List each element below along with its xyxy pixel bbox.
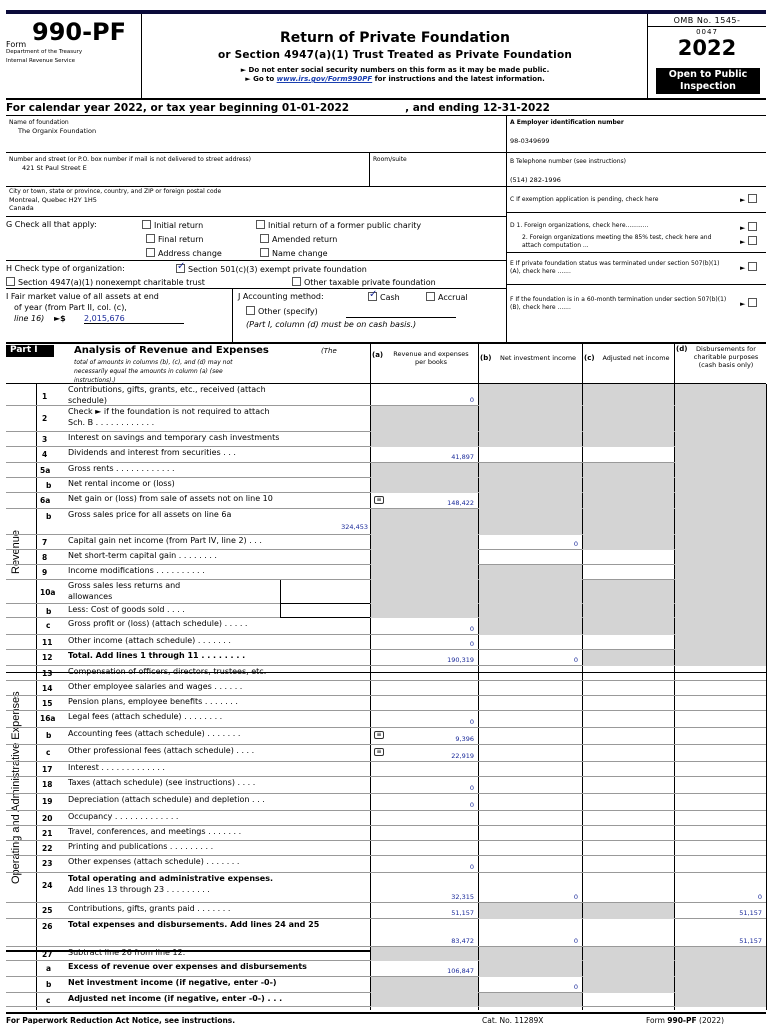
shaded-cell [479, 580, 582, 604]
c-checkbox[interactable]: ► [740, 194, 760, 204]
line-number: 9 [42, 568, 48, 577]
table-row [6, 977, 766, 993]
line-number: 16a [40, 714, 56, 723]
table-row [6, 535, 766, 550]
amount-b[interactable]: 0 [573, 656, 578, 664]
shaded-cell [479, 618, 582, 635]
shaded-cell [583, 650, 674, 666]
shaded-cell [583, 535, 674, 550]
line-number: 12 [42, 653, 53, 662]
part-label: Part I [6, 345, 54, 357]
f-label: F If the foundation is in a 60-month termination under section 507(b)(1)(B), check here ....... [510, 296, 727, 311]
col-a-header: Revenue and expenses per books [393, 350, 469, 366]
amount-a[interactable]: 0 [469, 640, 474, 648]
table-row [6, 447, 766, 463]
form-word: Form [6, 40, 27, 49]
shaded-cell [371, 406, 478, 432]
shaded-cell [583, 384, 674, 406]
inline-entry-box[interactable] [280, 604, 370, 618]
table-row [6, 604, 766, 618]
part1-table [6, 384, 766, 1010]
line-number: b [46, 607, 52, 616]
amount-a[interactable]: 9,396 [455, 735, 474, 743]
line-description: Taxes (attach schedule) (see instructions) . . . . [68, 778, 256, 787]
line-number: 6a [40, 496, 51, 505]
line-number: 17 [42, 765, 53, 774]
line-number: 3 [42, 435, 48, 444]
department: Department of the Treasury Internal Revenue Service [6, 49, 83, 64]
shaded-cell [479, 903, 582, 919]
shaded-cell [675, 493, 766, 509]
shaded-cell [479, 565, 582, 580]
line-number: c [46, 748, 51, 757]
shaded-cell [583, 493, 674, 509]
line-description: Travel, conferences, and meetings . . . . . . . [68, 827, 242, 836]
shaded-cell [583, 432, 674, 447]
g-initial-return[interactable]: Initial return [142, 220, 203, 230]
foundation-name[interactable]: The Organix Foundation [18, 127, 97, 135]
line-number: 2 [42, 414, 48, 423]
amount-d[interactable]: 51,157 [739, 909, 762, 917]
part-title: Analysis of Revenue and Expenses [74, 345, 269, 356]
line-description-cont: Sch. B . . . . . . . . . . . . [68, 418, 155, 427]
amount-b[interactable]: 0 [573, 893, 578, 901]
line-number: 22 [42, 844, 53, 853]
i-value[interactable]: 2,015,676 [84, 314, 184, 324]
footer-form-id: Form 990-PF (2022) [646, 1016, 724, 1024]
paperwork-notice: For Paperwork Reduction Act Notice, see instructions. [6, 1016, 236, 1024]
table-row [6, 565, 766, 580]
shaded-cell [371, 565, 478, 580]
line-description: Subtract line 26 from line 12: [68, 948, 186, 957]
shaded-cell [675, 432, 766, 447]
info-block: Name of foundation The Organix Foundation A Employer identification number 98-0349699 Number and street (or P.O. box number if mail is not delivered to street address) Room/suite 421 St Paul Street E B Telephone number (see instructions) (514) 282-1996 City or town, state or province, country, and ZIP or foreign postal code Montreal, Quebec H2Y 1H5 Canada C If exemption application is pending, check here ► G Check all that apply: Initial return Initial return of a former public charity Final return Amended return Address change Name change D 1. Foreign organizations, check here............ ► 2. Foreign organizations meeting the 85% test, check here and attach computation ... ► H Check type of organization: ✓ Section 501(c)(3) exempt private foundation Section 4947(a)(1) nonexempt charitable trust Other taxable private foundation E If private foundation status was terminated under section 507(b)(1)(A), check here ....... ► I Fair market value of all assets at end of year (from Part II, col. (c), line 16) ►$ 2,015,676 J Accounting method: ✓ Cash Accrual Other (specify) (Part I, column (d) must be on cash basis.) F If the foundation is in a 60-month termination under section 507(b)(1)(B), check here ....... ► [6, 116, 766, 342]
attachment-icon[interactable]: ≡ [374, 748, 384, 756]
shaded-cell [675, 463, 766, 478]
line-description: Income modifications . . . . . . . . . . [68, 566, 205, 575]
open-inspection-badge: Open to Public Inspection [656, 68, 760, 94]
shaded-cell [583, 463, 674, 478]
shaded-cell [675, 447, 766, 463]
shaded-cell [479, 406, 582, 432]
table-row [6, 493, 766, 509]
name-label: Name of foundation [9, 119, 69, 126]
country-value[interactable]: Canada [9, 204, 34, 212]
shaded-cell [675, 635, 766, 650]
g-label: G Check all that apply: [6, 220, 97, 229]
amount-a[interactable]: 22,919 [451, 752, 474, 760]
line-description: Contributions, gifts, grants, etc., received (attach [68, 385, 266, 394]
instructions-note: ► Go to www.irs.gov/Form990PF for instructions and the latest information. [245, 75, 545, 83]
line-number: c [46, 996, 51, 1005]
revenue-side-label: Revenue [10, 529, 22, 574]
attachment-icon[interactable]: ≡ [374, 496, 384, 504]
j-label: J Accounting method: [238, 292, 324, 301]
g-final-return[interactable]: Final return [146, 234, 203, 244]
line-description: Occupancy . . . . . . . . . . . . . [68, 812, 179, 821]
table-row [6, 509, 766, 535]
shaded-cell [583, 903, 674, 919]
tax-year: 2022 [677, 36, 737, 60]
line-description: Other income (attach schedule) . . . . . . . [68, 636, 231, 645]
line-description: Interest on savings and temporary cash investments [68, 433, 280, 442]
shaded-cell [583, 580, 674, 604]
shaded-cell [371, 478, 478, 493]
form-subtitle: or Section 4947(a)(1) Trust Treated as Private Foundation [217, 49, 573, 61]
shaded-cell [371, 947, 478, 961]
d2-label: 2. Foreign organizations meeting the 85% test, check here and attach computation ... [522, 234, 712, 249]
amount-a[interactable]: 51,157 [451, 909, 474, 917]
table-row [6, 777, 766, 794]
table-row [6, 681, 766, 696]
shaded-cell [583, 947, 674, 961]
e-label: E If private foundation status was terminated under section 507(b)(1)(A), check here ....... [510, 260, 720, 275]
room-label: Room/suite [373, 156, 407, 163]
expenses-side-label: Operating and Administrative Expenses [10, 691, 22, 884]
shaded-cell [479, 993, 582, 1007]
line-description: Total expenses and disbursements. Add lines 24 and 25 [68, 920, 320, 929]
line-number: 13 [42, 669, 53, 678]
line-description: Accounting fees (attach schedule) . . . . . . . [68, 729, 241, 738]
line-number: b [46, 512, 52, 521]
h-501c3[interactable]: ✓ Section 501(c)(3) exempt private foundation [176, 264, 367, 274]
table-row [6, 728, 766, 745]
shaded-cell [479, 384, 582, 406]
line-description: Depreciation (attach schedule) and depletion . . . [68, 795, 265, 804]
table-row [6, 550, 766, 565]
street-value[interactable]: 421 St Paul Street E [22, 164, 87, 172]
line-description: Check ► if the foundation is not required to attach [68, 407, 270, 416]
line-number: 23 [42, 859, 53, 868]
shaded-cell [583, 604, 674, 618]
shaded-cell [479, 947, 582, 961]
line-description: Gross sales less returns and [68, 581, 181, 590]
shaded-cell [583, 961, 674, 977]
j-note: (Part I, column (d) must be on cash basis.) [246, 320, 417, 329]
shaded-cell [675, 993, 766, 1007]
form-title-box [142, 14, 648, 100]
line-description-cont: Add lines 13 through 23 . . . . . . . . . [68, 885, 210, 894]
table-row [6, 478, 766, 493]
ein-label: A Employer identification number [510, 119, 624, 126]
j-other-line [346, 317, 456, 318]
shaded-cell [675, 961, 766, 977]
city-value[interactable]: Montreal, Quebec H2Y 1H5 [9, 196, 97, 204]
table-row [6, 406, 766, 432]
line-description: Compensation of officers, directors, trustees, etc. [68, 667, 267, 676]
form-header [6, 14, 766, 100]
shaded-cell [675, 618, 766, 635]
line-number: 1 [42, 392, 48, 401]
col-d-header: Disbursements for charitable purposes (cash basis only) [693, 345, 759, 369]
shaded-cell [675, 550, 766, 565]
line-number: 21 [42, 829, 53, 838]
line-description: Net short-term capital gain . . . . . . . . [68, 551, 217, 560]
table-row [6, 745, 766, 762]
table-row [6, 618, 766, 635]
attachment-icon[interactable]: ≡ [374, 731, 384, 739]
table-row [6, 794, 766, 811]
shaded-cell [479, 493, 582, 509]
amount-a[interactable]: 148,422 [447, 499, 474, 507]
amount-b[interactable]: 0 [573, 983, 578, 991]
shaded-cell [371, 509, 478, 535]
amount-d[interactable]: 0 [757, 893, 762, 901]
table-row [6, 993, 766, 1007]
inline-entry-box[interactable] [280, 580, 370, 604]
line-number: 27 [42, 950, 53, 959]
line-description: Net gain or (loss) from sale of assets not on line 10 [68, 494, 273, 503]
table-row [6, 463, 766, 478]
amount-a[interactable]: 0 [469, 801, 474, 809]
amount-a[interactable]: 32,315 [451, 893, 474, 901]
calendar-year-row: For calendar year 2022, or tax year beginning 01-01-2022 , and ending 12-31-2022 [6, 100, 766, 116]
d2-checkbox[interactable]: ► [740, 236, 760, 246]
line-number: 5a [40, 466, 51, 475]
shaded-cell [479, 509, 582, 535]
irs-link[interactable]: www.irs.gov/Form990PF [276, 75, 373, 83]
g-initial-former[interactable]: Initial return of a former public charity [256, 220, 421, 230]
part1-header: Part I Analysis of Revenue and Expenses (The total of amounts in columns (b), (c), and (d) may not necessarily equal the amounts in column (a) (see instructions).) (a) Revenue and expenses per books (b) Net investment income (c) Adjusted net income (d) Disbursements for charitable purposes (cash basis only) [6, 342, 766, 384]
table-row [6, 384, 766, 406]
line-number: 8 [42, 553, 48, 562]
shaded-cell [675, 650, 766, 666]
line-number: 7 [42, 538, 48, 547]
shaded-cell [371, 432, 478, 447]
line-description: Less: Cost of goods sold . . . . [68, 605, 185, 614]
shaded-cell [675, 565, 766, 580]
line-description: Other expenses (attach schedule) . . . . . . . [68, 857, 240, 866]
table-row [6, 666, 766, 681]
j-accrual[interactable]: Accrual [426, 292, 468, 302]
amount-a[interactable]: 190,319 [447, 656, 474, 664]
table-row [6, 826, 766, 841]
d1-checkbox[interactable]: ► [740, 222, 760, 232]
ein-value[interactable]: 98-0349699 [510, 137, 550, 145]
table-row [6, 811, 766, 826]
c-label: C If exemption application is pending, check here [510, 196, 659, 203]
omb-box [648, 14, 766, 100]
shaded-cell [675, 947, 766, 961]
amount-a[interactable]: 0 [469, 396, 474, 404]
shaded-cell [675, 384, 766, 406]
j-other[interactable]: Other (specify) [246, 306, 318, 316]
line-description: Printing and publications . . . . . . . . . [68, 842, 214, 851]
form-number: 990-PF [32, 18, 127, 46]
h-label: H Check type of organization: [6, 264, 125, 273]
shaded-cell [371, 535, 478, 550]
ssn-note: ► Do not enter social security numbers on this form as it may be made public. [240, 66, 550, 74]
shaded-cell [583, 977, 674, 993]
form-id-box [6, 14, 142, 100]
e-checkbox[interactable]: ► [740, 262, 760, 272]
amount-a[interactable]: 106,847 [447, 967, 474, 975]
amount-a[interactable]: 0 [469, 718, 474, 726]
line-number: 15 [42, 699, 53, 708]
line-number: 10a [40, 588, 56, 597]
h-other-taxable[interactable]: Other taxable private foundation [292, 277, 436, 287]
line-description: Contributions, gifts, grants paid . . . . . . . [68, 904, 231, 913]
f-checkbox[interactable]: ► [740, 298, 760, 308]
table-row [6, 841, 766, 856]
line-description: Excess of revenue over expenses and disbursements [68, 962, 307, 971]
amount-a[interactable]: 0 [469, 625, 474, 633]
shaded-cell [583, 478, 674, 493]
line-description: Capital gain net income (from Part IV, line 2) . . . [68, 536, 262, 545]
amount-a[interactable]: 0 [469, 784, 474, 792]
j-cash[interactable]: ✓ Cash [368, 292, 400, 302]
table-row [6, 650, 766, 666]
g-name-change[interactable]: Name change [260, 248, 328, 258]
line-description: Legal fees (attach schedule) . . . . . . . . [68, 712, 223, 721]
city-label: City or town, state or province, country, and ZIP or foreign postal code [9, 188, 222, 195]
phone-label: B Telephone number (see instructions) [510, 158, 626, 165]
line-description: Pension plans, employee benefits . . . . . . . [68, 697, 238, 706]
table-row [6, 903, 766, 919]
table-row [6, 947, 766, 961]
shaded-cell [583, 618, 674, 635]
line-number: 25 [42, 906, 53, 915]
shaded-cell [675, 580, 766, 604]
line-description: Gross profit or (loss) (attach schedule) . . . . . [68, 619, 248, 628]
line-number: 26 [42, 922, 53, 931]
table-row [6, 696, 766, 711]
line-number: 18 [42, 780, 53, 789]
shaded-cell [479, 432, 582, 447]
amount-b[interactable]: 0 [573, 540, 578, 548]
line-description: Adjusted net income (if negative, enter -0-) . . . [68, 994, 283, 1003]
line-description-cont: allowances [68, 592, 113, 601]
shaded-cell [675, 604, 766, 618]
table-row [6, 919, 766, 947]
amount-b[interactable]: 0 [573, 937, 578, 945]
table-row [6, 432, 766, 447]
line-number: 14 [42, 684, 53, 693]
amount-a[interactable]: 41,897 [451, 453, 474, 461]
form-footer [6, 1012, 766, 1024]
table-row [6, 711, 766, 728]
shaded-cell [479, 478, 582, 493]
amount-a[interactable]: 0 [469, 863, 474, 871]
table-row [6, 580, 766, 604]
table-row [6, 856, 766, 873]
shaded-cell [371, 463, 478, 478]
shaded-cell [371, 993, 478, 1007]
shaded-cell [675, 478, 766, 493]
phone-value[interactable]: (514) 282-1996 [510, 176, 561, 184]
line-description: Dividends and interest from securities . . . [68, 448, 236, 457]
shaded-cell [479, 604, 582, 618]
omb-label: OMB No. 1545- [648, 16, 766, 27]
line-number: c [46, 621, 51, 630]
line-number: 11 [42, 638, 53, 647]
shaded-cell [371, 580, 478, 604]
table-row [6, 635, 766, 650]
line-number: b [46, 980, 52, 989]
line-description: Other employee salaries and wages . . . . . . [68, 682, 243, 691]
street-label: Number and street (or P.O. box number if mail is not delivered to street address) [9, 156, 252, 163]
shaded-cell [371, 977, 478, 993]
shaded-cell [675, 535, 766, 550]
form-title: Return of Private Foundation [280, 30, 510, 46]
omb-number: 0047 [696, 28, 718, 36]
line-description: Total. Add lines 1 through 11 . . . . . . . . [68, 651, 246, 660]
line-description: Total operating and administrative expenses. [68, 874, 273, 883]
line-description: Net investment income (if negative, enter -0-) [68, 978, 277, 987]
line-description: Net rental income or (loss) [68, 479, 175, 488]
shaded-cell [479, 463, 582, 478]
amount-a[interactable]: 83,472 [451, 937, 474, 945]
line-description: Gross sales price for all assets on line 6a [68, 510, 232, 519]
line-number: 20 [42, 814, 53, 823]
amount-d[interactable]: 51,157 [739, 937, 762, 945]
g-amended-return[interactable]: Amended return [260, 234, 337, 244]
g-address-change[interactable]: Address change [146, 248, 222, 258]
line-description: Gross rents . . . . . . . . . . . . [68, 464, 175, 473]
i-label: I Fair market value of all assets at end [6, 292, 159, 301]
shaded-cell [583, 509, 674, 535]
line-number: b [46, 481, 52, 490]
shaded-cell [675, 406, 766, 432]
table-row [6, 873, 766, 903]
col-c-header: Adjusted net income [602, 354, 670, 362]
h-4947[interactable]: Section 4947(a)(1) nonexempt charitable trust [6, 277, 205, 287]
line-number: 24 [42, 881, 53, 890]
line-number: b [46, 731, 52, 740]
line-number: 19 [42, 797, 53, 806]
line-description-cont: schedule) [68, 396, 107, 405]
gross-sales-value[interactable]: 324,453 [341, 523, 368, 531]
shaded-cell [371, 550, 478, 565]
d1-label: D 1. Foreign organizations, check here............ [510, 222, 649, 229]
line-number: a [46, 964, 52, 973]
shaded-cell [479, 961, 582, 977]
cat-number: Cat. No. 11289X [482, 1016, 544, 1024]
line-description: Other professional fees (attach schedule) . . . . [68, 746, 255, 755]
shaded-cell [675, 977, 766, 993]
table-row [6, 961, 766, 977]
shaded-cell [371, 604, 478, 618]
shaded-cell [583, 406, 674, 432]
table-row [6, 762, 766, 777]
col-b-header: Net investment income [499, 354, 577, 362]
line-description: Interest . . . . . . . . . . . . . [68, 763, 165, 772]
line-number: 4 [42, 450, 48, 459]
shaded-cell [675, 509, 766, 535]
